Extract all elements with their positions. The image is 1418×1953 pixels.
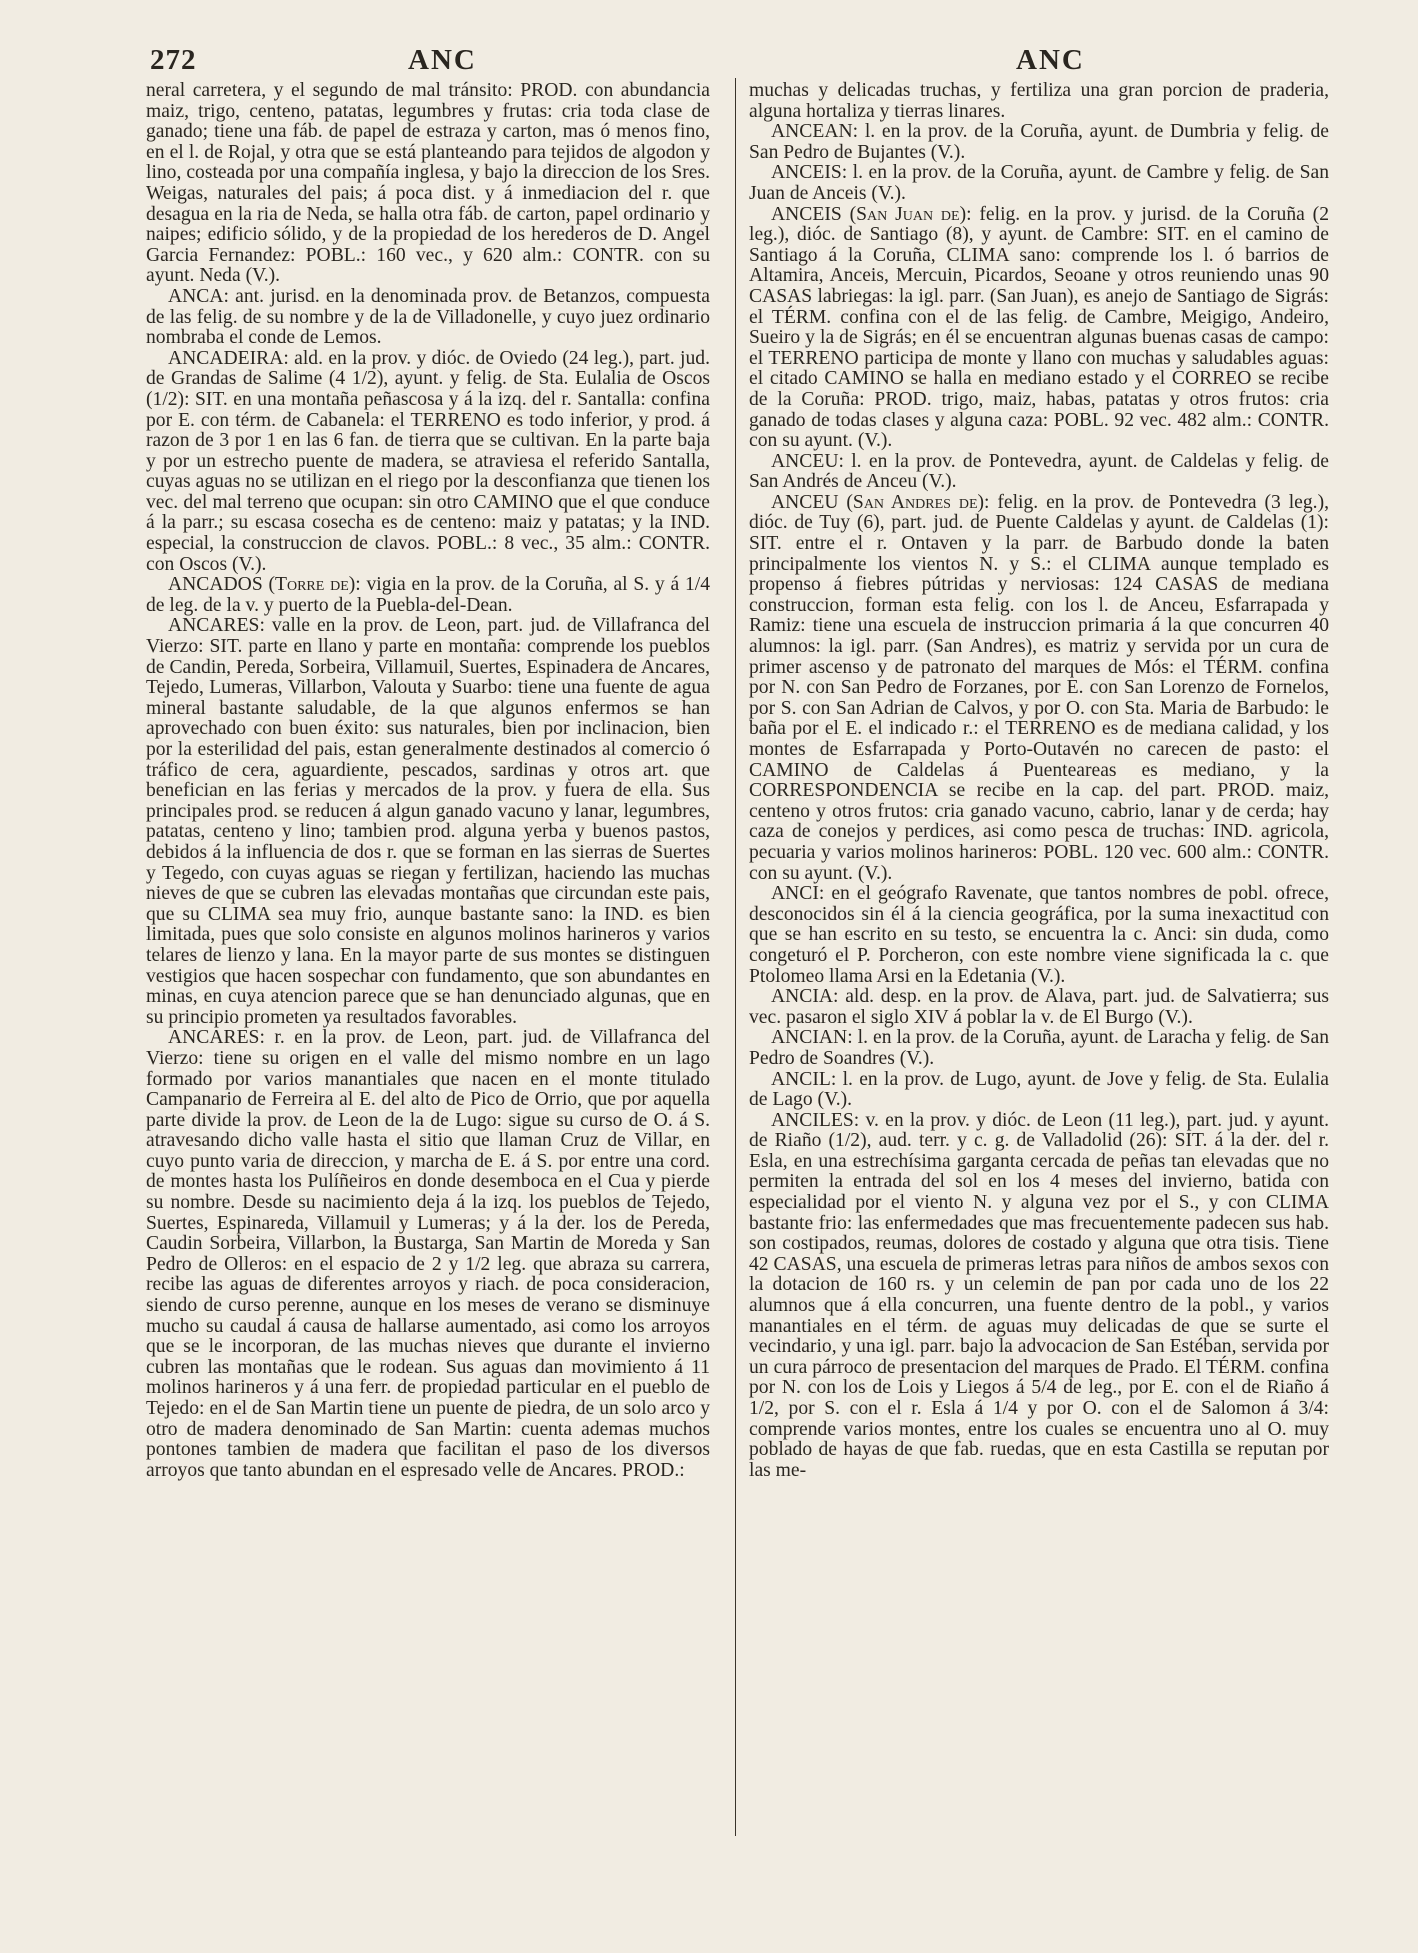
entry-headword: ANCEIS (San Juan de) — [771, 203, 967, 225]
entry-anceu-san-andres — [749, 493, 1329, 884]
entry-ancadeira — [146, 349, 710, 576]
entry-headword: ANCEU — [771, 450, 839, 472]
entry-anceu — [749, 452, 1329, 493]
entry-headword: ANCEAN — [771, 121, 853, 143]
right-column — [749, 81, 1329, 1841]
entry-headword: ANCA — [168, 285, 224, 307]
entry-ancares-rio — [146, 1028, 710, 1481]
entry-anceis — [749, 163, 1329, 204]
entry-anca — [146, 287, 710, 349]
entry-text: : ald. desp. en la prov. de Alava, part. jud. de Salvatierra; sus vec. pasaron el siglo XIV á poblar la v. de El Burgo (V.). — [749, 986, 1329, 1028]
entry-ancados — [146, 575, 710, 616]
page-header — [146, 40, 1336, 80]
entry-ancia — [749, 987, 1329, 1028]
entry-text: : vigia en la prov. de la Coruña, al S. y á 1/4 de leg. de la v. y puerto de la Puebla-del-Dean. — [146, 574, 710, 616]
entry-anceis-san-juan — [749, 205, 1329, 452]
entry-headword: ANCIL — [771, 1068, 831, 1090]
entry-ancian — [749, 1028, 1329, 1069]
entry-ancares-valle — [146, 616, 710, 1028]
entry-text: : r. en la prov. de Leon, part. jud. de Villafranca del Vierzo: tiene su origen en el valle del mismo nombre en un lago formado por varios manantiales que nacen en el monte titulado Campanario de Ferreira al E. del alto de Pico de Orrio, que por aquella parte divide la prov. de Leon de la de Lugo: sigue su curso de O. á S. atravesando dicho valle hasta el sitio que llaman Cruz de Villar, en cuyo punto varia de direccion, y marcha de E. á S. por entre una cord. de montes hasta los Pulíñeiros en donde desemboca en el Cua y pierde su nombre. Desde su nacimiento deja á la izq. los pueblos de Tejedo, Suertes, Espinareda, Villamuil y Lumeras; y á la der. los de Pereda, Caudin Sorbeira, Villarbon, la Bustarga, San Martin de Moreda y San Pedro de Olleros: en el espacio de 2 y 1/2 leg. que abraza su carrera, recibe las aguas de diferentes arroyos y riach. de poca consideracion, siendo de curso perenne, aunque en los meses de verano se disminuye mucho su caudal á causa de hallarse aumentado, asi como los arroyos que se le incorporan, de las muchas nieves que durante el invierno cubren las montañas que le rodean. Sus aguas dan movimiento á 11 molinos harineros y á una ferr. de propiedad particular en el pueblo de Tejedo: en el de San Martin tiene un puente de piedra, de un solo arco y otro de madera denominado de San Martin: cuenta ademas muchos pontones tambien de madera que facilitan el paso de los diversos arroyos que tanto abundan en el espresado velle de Ancares. PROD.: — [146, 1027, 710, 1481]
entry-text: : l. en la prov. de Pontevedra, ayunt. de Caldelas y felig. de San Andrés de Anceu (V.). — [749, 450, 1329, 493]
column-divider — [735, 78, 736, 1836]
running-head-left: ANC — [408, 44, 477, 76]
entry-headword: ANCARES — [168, 1027, 260, 1049]
left-column — [146, 81, 710, 1841]
entry-text: : l. en la prov. de la Coruña, ayunt. de Dumbria y felig. de San Pedro de Bujantes (V.). — [749, 121, 1329, 163]
entry-headword: ANCI — [771, 883, 819, 905]
entry-text: : en el geógrafo Ravenate, que tantos nombres de pobl. ofrece, desconocidos sin él á la ciencia geográfica, por la suma inexactitud con que se han escrito en su testo, se encuentra la c. Anci: sin duda, como congeturó el P. Porcheron, con este nombre viene significada la c. que Ptolomeo llama Arsi en la Edetania (V.). — [749, 883, 1329, 987]
entry-headword: ANCEU (San Andres de) — [771, 491, 985, 513]
entry-headword: ANCILES — [771, 1109, 854, 1131]
running-head-right: ANC — [1016, 44, 1085, 76]
entry-text: muchas y delicadas truchas, y fertiliza una gran porcion de praderia, alguna hortaliza y tierras linares. — [749, 81, 1329, 122]
entry-text: : v. en la prov. y dióc. de Leon (11 leg.), part. jud. y ayunt. de Riaño (1/2), aud. terr. y c. g. de Valladolid (26): SIT. á la der. del r. Esla, en una estrechísima garganta cercada de peñas tan elevadas que no permiten la entrada del sol en los 4 meses del invierno, batida con especialidad por el viento N. y alguna vez por el S., y con CLIMA bastante frio: las enfermedades que mas frecuentemente padecen sus hab. son costipados, reumas, dolores de costado y alguna que otra tisis. Tiene 42 CASAS, una escuela de primeras letras para niños de ambos sexos con la dotacion de 160 rs. y un celemin de pan por cada uno de los 22 alumnos que á ella concurren, una fuente dentro de la pobl., y varios manantiales en el térm. de aguas muy delicadas de que se surte el vecindario, y una igl. parr. bajo la advocacion de San Estéban, servida por un cura párroco de presentacion del marques de Prado. El TÉRM. confina por N. con los de Lois y Liegos á 5/4 de leg., por E. con el de Riaño á 1/2, por S. con el r. Esla á 1/4 y por O. con el de Salomon á 3/4: comprende varios montes, entre los cuales se encuentra uno al O. muy poblado de hayas de que fab. ruedas, que en esta Castilla se reputan por las me- — [749, 1109, 1329, 1481]
entry-anci — [749, 884, 1329, 987]
entry-text: : valle en la prov. de Leon, part. jud. de Villafranca del Vierzo: SIT. parte en llano y parte en montaña: comprende los pueblos de Candin, Pereda, Sorbeira, Villamuil, Suertes, Espinadera de Ancares, Tejedo, Lumeras, Villarbon, Valouta y Suarbo: tiene una fuente de agua mineral bastante saludable, de la que algunos enfermos se han aprovechado con buen éxito: sus naturales, bien por inclinacion, bien por la esterilidad del pais, estan generalmente destinados al comercio ó tráfico de cera, aguardiente, pescados, sardinas y otros art. que benefician en las ferias y mercados de la prov. y fuera de ella. Sus principales prod. se reducen á algun ganado vacuno y lanar, legumbres, patatas, centeno y lino; tambien prod. alguna yerba y buenos pastos, debidos á la influencia de dos r. que se forman en las sierras de Suertes y Tegedo, con cuyas aguas se riegan y fertilizan, haciendo las muchas nieves de que se cubren las elevadas montañas que circundan este pais, que su CLIMA sea muy frio, aunque bastante sano: la IND. es bien limitada, pues que solo consiste en algunos molinos harineros y varios telares de lienzo y lana. En la mayor parte de sus montes se distinguen vestigios que hacen sospechar con fundamento, que son abundantes en minas, en cuya atencion parece que se han denunciado algunas, que en su principio prometen ya resultados favorables. — [146, 615, 710, 1028]
entry-anciles — [749, 1111, 1329, 1482]
entry-headword: ANCARES — [168, 615, 260, 637]
entry-headword: ANCADEIRA — [168, 347, 284, 369]
entry-text: : felig. en la prov. de Pontevedra (3 leg.), dióc. de Tuy (6), part. jud. de Puente Caldelas y ayunt. de Caldelas (1): SIT. entre el r. Ontaven y la parr. de Barbudo donde la baten principalmente los vientos N. y S.: el CLIMA aunque templado es propenso á fiebres pútridas y nerviosas: 124 CASAS de mediana construccion, forman esta felig. con los l. de Anceu, Esfarrapada y Ramiz: tiene una escuela de instruccion primaria á la que concurren 40 alumnos: la igl. parr. (San Andres), es matriz y servida por un cura de primer ascenso y de patronato del marques de Mós: el TÉRM. confina por N. con San Pedro de Forzanes, por E. con San Lorenzo de Fornelos, por S. con San Adrian de Calvos, y por O. con Sta. Maria de Barbudo: le baña por el E. el indicado r.: el TERRENO es de mediana calidad, y los montes de Esfarrapada y Porto-Outavén no carecen de pasto: el CAMINO de Caldelas á Puenteareas es mediano, y la CORRESPONDENCIA se recibe en la cap. del part. PROD. maiz, centeno y otros frutos: cria ganado vacuno, cabrio, lanar y de cerda; hay caza de conejos y perdices, asi como pesca de truchas: IND. agricola, pecuaria y varios molinos harineros: POBL. 120 vec. 600 alm.: CONTR. con su ayunt. (V.). — [749, 491, 1329, 884]
entry-text: : l. en la prov. de la Coruña, ayunt. de Cambre y felig. de San Juan de Anceis (V.). — [749, 162, 1329, 204]
entry-headword: ANCEIS — [771, 162, 842, 184]
entry-headword: ANCADOS (Torre de) — [168, 574, 356, 596]
entry-headword: ANCIA — [771, 986, 834, 1008]
entry-text: : l. en la prov. de la Coruña, ayunt. de Laracha y felig. de San Pedro de Soandres (V.). — [749, 1027, 1329, 1069]
entry-text: : l. en la prov. de Lugo, ayunt. de Jove y felig. de Sta. Eulalia de Lago (V.). — [749, 1068, 1329, 1111]
page-number: 272 — [150, 44, 197, 76]
entry-continuation — [146, 81, 710, 287]
entry-headword: ANCIAN — [771, 1027, 848, 1049]
entry-text: : ald. en la prov. y dióc. de Oviedo (24 leg.), part. jud. de Grandas de Salime (4 1/2), ayunt. y felig. de Sta. Eulalia de Oscos (1/2): SIT. en una montaña peñascosa y á la izq. del r. Santalla: confina por E. con térm. de Cabanela: el TERRENO es todo inferior, y prod. á razon de 3 por 1 en las 6 fan. de tierra que se cultivan. En la parte baja y por un estrecho puente de madera, se atraviesa el referido Santalla, cuyas aguas no se utilizan en el riego por la desconfianza que tienen los vec. del mal terreno que ocupan: sin otro CAMINO que el que conduce á la parr.; su escasa cosecha es de centeno: maiz y patatas; y la IND. especial, la construccion de clavos. POBL.: 8 vec., 35 alm.: CONTR. con Oscos (V.). — [146, 347, 710, 575]
entry-ancil — [749, 1070, 1329, 1111]
entry-continuation — [749, 81, 1329, 122]
entry-ancean — [749, 122, 1329, 163]
entry-text: neral carretera, y el segundo de mal tránsito: PROD. con abundancia maiz, trigo, centeno, patatas, legumbres y frutas: cria toda clase de ganado; tiene una fáb. de papel de estraza y carton, mas ó menos fino, en el l. de Rojal, y otra que se está planteando para tejidos de algodon y lino, costeada por una compañía inglesa, y bajo la direccion de los Sres. Weigas, naturales del pais; á poca dist. y á inmediacion del r. que desagua en la ria de Neda, se halla otra fáb. de carton, papel ordinario y naipes; edificio sólido, y de la propiedad de los herederos de D. Angel Garcia Fernandez: POBL.: 160 vec., y 620 alm.: CONTR. con su ayunt. Neda (V.). — [146, 81, 710, 287]
entry-text: : ant. jurisd. en la denominada prov. de Betanzos, compuesta de las felig. de su nombre y de la de Villadonelle, y cuyo juez ordinario nombraba el conde de Lemos. — [146, 285, 710, 349]
entry-text: : felig. en la prov. y jurisd. de la Coruña (2 leg.), dióc. de Santiago (8), y ayunt. de Cambre: SIT. en el camino de Santiago á la Coruña, CLIMA sano: comprende los l. ó barrios de Altamira, Anceis, Mercuin, Picardos, Seoane y otros reuniendo unas 90 CASAS labriegas: la igl. parr. (San Juan), es anejo de Santiago de Sigrás: el TÉRM. confina con el de las felig. de Cambre, Meigigo, Andeiro, Sueiro y la de Sigrás; en él se encuentran algunas buenas casas de campo: el TERRENO participa de monte y llano con muchas y saludables aguas: el citado CAMINO se halla en mediano estado y el CORREO se recibe de la Coruña: PROD. trigo, maiz, habas, patatas y otros frutos: cria ganado de todas clases y alguna caza: POBL. 92 vec. 482 alm.: CONTR. con su ayunt. (V.). — [749, 203, 1329, 452]
